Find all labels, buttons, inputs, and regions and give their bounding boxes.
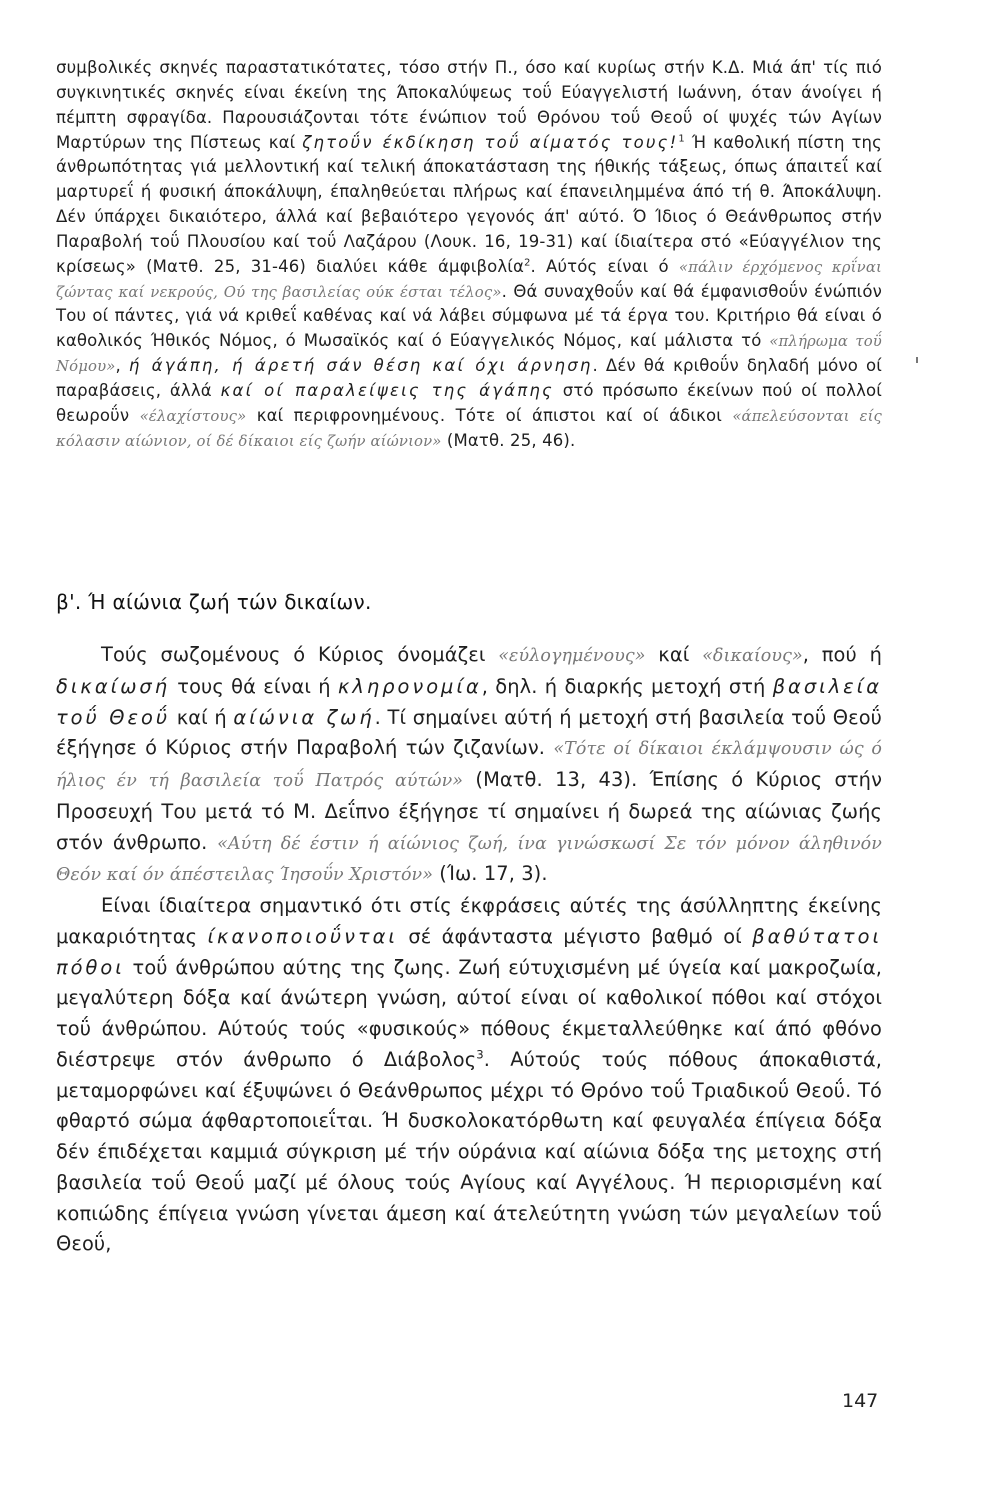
quote-righteous: «δικαίους» — [702, 646, 803, 666]
quote-righteous-shine: «Τότε οί δίκαιοι έκλάμψουσιν ώς ό ήλιος έν τή βασιλεία τοΰ Πατρός αύτών» — [56, 739, 883, 791]
emphasis-eternal-life: αίώνια ζωή — [233, 705, 375, 729]
paragraph-2: Τούς σωζομένους ό Κύριος όνομάζει «εύλογημένους» καί «δικαίους», πού ή δικαίωσή τους θά είναι ή κληρονομία, δηλ. ή διαρκής μετοχή στή βασιλεία τοΰ Θεοΰ καί ή αίώνια ζωή. Τί σημαίνει αύτή ή μετοχή στή βασιλεία τοΰ Θεοΰ έξήγησε ό Κύριος στήν Παραβολή τών ζιζανίων. «Τότε οί δίκαιοι έκλάμψουσιν ώς ό ήλιος έν τή βασιλεία τοΰ Πατρός αύτών» (Ματθ. 13, 43). Έπίσης ό Κύριος στήν Προσευχή Του μετά τό Μ. Δεΐπνο έξήγησε τί σημαίνει ή δωρεά της αίώνιας ζωής στόν άνθρωπο. «Αύτη δέ έστιν ή αίώνιος ζωή, ίνα γινώσκωσί Σε τόν μόνον άληθινόν Θεόν καί όν άπέστειλας Ίησοΰν Χριστόν» (Ίω. 17, 3). — [56, 643, 883, 886]
margin-mark — [916, 357, 918, 363]
paragraph-1: συμβολικές σκηνές παραστατικότατες, τόσο στήν Π., όσο καί κυρίως στήν Κ.Δ. Μιά άπ' τίς πιό συγκινητικές σκηνές είναι έκείνη της Άποκαλύψεως τοΰ Εύαγγελιστή Ιωάννη, όταν άνοίγει ή πέμπτη σφραγίδα. Παρουσιάζονται τότε ένώπιον τοΰ Θρόνου τοΰ Θεοΰ οί ψυχές τών Αγίων Μαρτύρων της Πίστεως καί ζητοΰν έκδίκηση τοΰ αίματός τους!$^1$ Ή καθολική πίστη της άνθρωπότητας γιά μελλοντική καί τελική άποκατάσταση της ήθικής τάξεως, όπως άπαιτεΐ καί μαρτυρεΐ ή φυσική άποκάλυψη, έπαληθεύεται πλήρως καί έπανειλημμένα άπό τή θ. Άποκάλυψη. Δέν ύπάρχει δικαιότερο, άλλά καί βεβαιότερο γεγονός άπ' αύτό. Ό Ίδιος ό Θεάνθρωπος στήν Παραβολή τοΰ Πλουσίου καί τοΰ Λαζάρου (Λουκ. 16, 19-31) καί ίδιαίτερα στό «Εύαγγέλιον της κρίσεως» (Ματθ. 25, 31-46) διαλύει κάθε άμφιβολία$^2$. Αύτός είναι ό «πάλιν έρχόμενος κρΐναι ζώντας καί νεκρούς, Ού της βασιλείας ούκ έσται τέλος». Θά συναχθοΰν καί θά έμφανισθοΰν ένώπιόν Του οί πάντες, γιά νά κριθεΐ καθένας καί νά λάβει σύμφωνα μέ τά έργα του. Κριτήριο θά είναι ό καθολικός Ήθικός Νόμος, ό Μωσαϊκός καί ό Εύαγγελικός Νόμος, καί μάλιστα τό «πλήρωμα τοΰ Νόμου», ή άγάπη, ή άρετή σάν θέση καί όχι άρνηση. Δέν θά κριθοΰν δηλαδή μόνο οί παραβάσεις, άλλά καί οί παραλείψεις της άγάπης στό πρόσωπο έκείνων πού οί πολλοί θεωροΰν «έλαχίστους» καί περιφρονημένους. Τότε οί άπιστοι καί οί άδικοι «άπελεύσονται είς κόλασιν αίώνιον, οί δέ δίκαιοι είς ζωήν αίώνιον» (Ματθ. 25, 46). — [56, 58, 883, 450]
quote-fulfilment-of-law: «πλήρωμα τοΰ Νόμου» — [56, 332, 882, 376]
section-body — [56, 640, 882, 1260]
quote-eternal-life-definition: «Αύτη δέ έστιν ή αίώνιος ζωή, ίνα γινώσκωσί Σε τόν μόνον άληθινόν Θεόν καί όν άπέστειλας Ίησοΰν Χριστόν» — [56, 833, 882, 886]
emphasis-vengeance: ζητοΰν έκδίκηση τοΰ αίματός τους! — [302, 132, 679, 152]
emphasis-love-virtue: ή άγάπη, ή άρετή σάν θέση καί όχι άρνηση — [128, 356, 593, 376]
quote-eternal-punishment: «άπελεύσονται είς κόλασιν αίώνιον, οί δέ δίκαιοι είς ζωήν αίώνιον» — [56, 406, 882, 450]
page-number: 147 — [842, 1390, 879, 1412]
emphasis-kingdom: βασιλεία τοΰ Θεοΰ — [56, 674, 882, 729]
emphasis-inheritance: κληρονομία — [338, 674, 482, 698]
paragraph-3: Είναι ίδιαίτερα σημαντικό ότι στίς έκφράσεις αύτές της άσύλληπτης έκείνης μακαριότητας ίκανοποιοΰνται σέ άφάνταστα μέγιστο βαθμό οί βαθύτατοι πόθοι τοΰ άνθρώπου αύτης της ζωης. Ζωή εύτυχισμένη μέ ύγεία καί μακροζωία, μεγαλύτερη δόξα καί άνώτερη γνώση, αύτοί είναι οί καθολικοί πόθοι καί στόχοι τοΰ άνθρώπου. Αύτούς τούς «φυσικούς» πόθους έκμεταλλεύθηκε καί άπό φθόνο διέστρεψε στόν άνθρωπο ό Διάβολος$^3$. Αύτούς τούς πόθους άποκαθιστά, μεταμορφώνει καί έξυψώνει ό Θεάνθρωπος μέχρι τό Θρόνο τοΰ Τριαδικοΰ Θεοΰ. Τό φθαρτό σώμα άφθαρτοποιεΐται. Ή δυσκολοκατόρθωτη καί φευγαλέα έπίγεια δόξα δέν έπιδέχεται καμμιά σύγκριση μέ τήν ούράνια καί αίώνια δόξα της μετοχης στή βασιλεία τοΰ Θεοΰ μαζί μέ όλους τούς Αγίους καί Αγγέλους. Ή περιορισμένη καί κοπιώδης έπίγεια γνώση γίνεται άμεση καί άτελεύτητη γνώση τών μεγαλείων τοΰ Θεοΰ, — [56, 894, 883, 1256]
emphasis-satisfied: ίκανοποιοΰνται — [207, 924, 398, 948]
section-heading: β'. Ή αίώνια ζωή τών δικαίων. — [56, 590, 372, 614]
footnote-ref-1: 1 — [678, 133, 685, 145]
emphasis-deepest-desires: βαθύτατοι πόθοι — [56, 924, 883, 979]
quote-least: «έλαχίστους» — [139, 406, 247, 425]
paragraph-judgment — [56, 56, 882, 454]
emphasis-omissions: καί οί παραλείψεις της άγάπης — [220, 380, 554, 400]
footnote-ref-3: 3 — [476, 1047, 484, 1062]
quote-creed: «πάλιν έρχόμενος κρΐναι ζώντας καί νεκρούς, Ού της βασιλείας ούκ έσται τέλος» — [56, 257, 882, 301]
quote-blessed: «εύλογημένους» — [498, 646, 646, 666]
emphasis-justification: δικαίωσή — [56, 674, 171, 698]
footnote-ref-2: 2 — [524, 257, 531, 269]
